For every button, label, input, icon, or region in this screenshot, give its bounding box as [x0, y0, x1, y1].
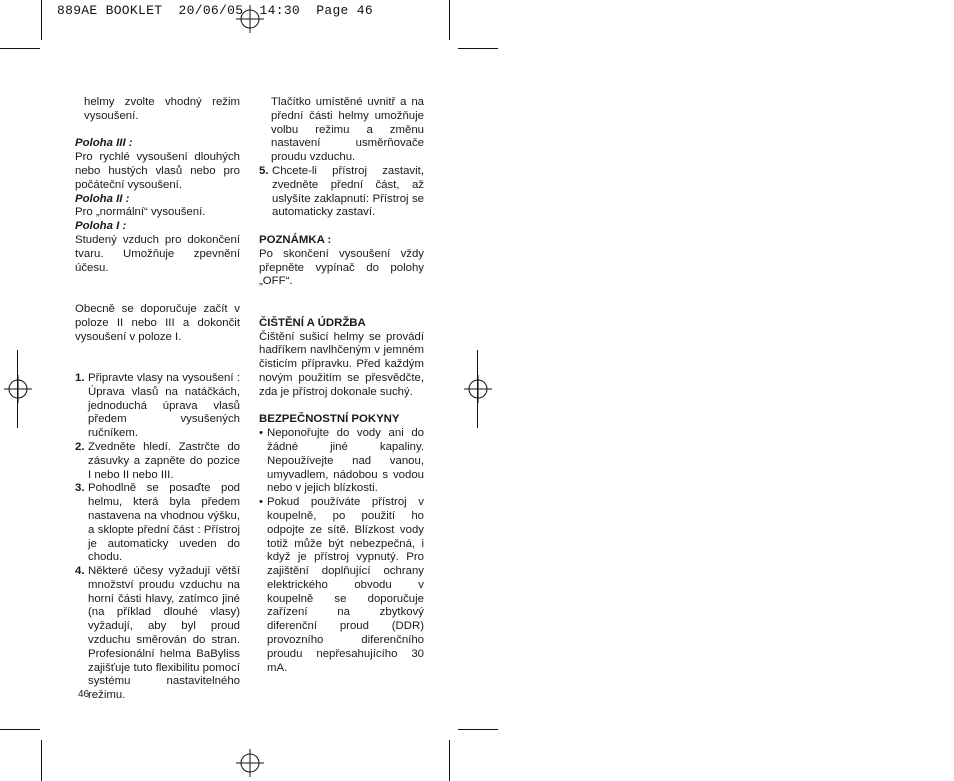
- step-text: Některé účesy vyžadují větší množství proudu vzduchu na horní části hlavy, zatímco jiné (na příklad dlouhé vlasy) vyžadují, aby byl proud vzduchu směrován do stran. Profesionální helma BaByliss zajišťuje tuto flexibilitu pomocí systému nastavitelného režimu.: [88, 565, 240, 702]
- crop-mark: [458, 48, 498, 49]
- care-text: Čištění sušicí helmy se provádí hadříkem navlhčeným v jemném čisticím přípravku. Před každým novým použitím se přesvědčte, zda je přístroj dokonale suchý.: [259, 330, 424, 398]
- step-text: Chcete-li přístroj zastavit, zvedněte přední část, až uslyšíte zaklapnutí: Přístroj se automaticky zastaví.: [272, 164, 424, 219]
- step-number: 1.: [75, 371, 85, 384]
- left-column: [75, 96, 240, 703]
- step-text: Zvedněte hledí. Zastrčte do zásuvky a zapněte do pozice I nebo II nebo III.: [88, 440, 240, 481]
- intro-text: helmy zvolte vhodný režim vysoušení.: [84, 96, 240, 122]
- mode-text-i: Studený vzduch pro dokončení tvaru. Umožňuje zpevnění účesu.: [75, 233, 240, 274]
- step4-continuation: Tlačítko umístěné uvnitř a na přední části helmy umožňuje volbu režimu a změnu nastavení usměrňovače proudu vzduchu.: [271, 96, 424, 164]
- right-column: [259, 96, 424, 675]
- crop-mark: [0, 729, 40, 730]
- safety-text: Pokud používáte přístroj v koupelně, po použití ho odpojte ze sítě. Blízkost vody totiž může být nebezpečná, i když je přístroj vypnutý. Pro zajištění doplňující ochrany elektrického obvodu v koupelně se doporučuje zařízení na zbytkový diferenční proud (DDR) provozního diferenčního proudu nepřesahujícího 30 mA.: [267, 496, 424, 674]
- crop-mark: [0, 48, 40, 49]
- step-item: [75, 565, 240, 703]
- mode-heading-iii: Poloha III :: [75, 137, 133, 150]
- step-text: Pohodlně se posaďte pod helmu, která byla předem nastavena na vhodnou výšku, a sklopte přední část : Přístroj je automaticky uveden do chodu.: [88, 482, 240, 564]
- crop-mark: [41, 0, 42, 40]
- bullet-icon: •: [259, 496, 263, 509]
- care-heading: ČIŠTĚNÍ A ÚDRŽBA: [259, 316, 366, 329]
- safety-heading: BEZPEČNOSTNÍ POKYNY: [259, 413, 400, 426]
- mode-heading-i: Poloha I :: [75, 220, 127, 233]
- mode-text-iii: Pro rychlé vysoušení dlouhých nebo hustých vlasů nebo pro počáteční vysoušení.: [75, 151, 240, 191]
- crop-mark: [41, 740, 42, 781]
- safety-text: Neponořujte do vody ani do žádné jiné kapaliny. Nepoužívejte nad vanou, umyvadlem, nádobou s vodou nebo v jejich blízkosti.: [267, 427, 424, 495]
- registration-mark-icon: [464, 375, 492, 403]
- crop-mark: [449, 0, 450, 40]
- step-number: 2.: [75, 440, 85, 453]
- printer-slug: 889AE BOOKLET 20/06/05 14:30 Page 46: [57, 3, 373, 18]
- registration-mark-icon: [236, 749, 264, 777]
- step-number: 5.: [259, 164, 269, 177]
- registration-line: [477, 350, 478, 428]
- registration-line: [17, 350, 18, 428]
- mode-text-ii: Pro „normální“ vysoušení.: [75, 206, 206, 219]
- step-item: [75, 441, 240, 482]
- bullet-icon: •: [259, 427, 263, 440]
- step-number: 4.: [75, 565, 85, 578]
- note-heading: POZNÁMKA :: [259, 233, 332, 246]
- mode-heading-ii: Poloha II :: [75, 192, 130, 205]
- registration-mark-icon: [4, 375, 32, 403]
- crop-mark: [449, 740, 450, 781]
- step-number: 3.: [75, 482, 85, 495]
- step-item: [75, 372, 240, 441]
- note-text: Po skončení vysoušení vždy přepněte vypínač do polohy „OFF“.: [259, 247, 424, 288]
- safety-item: [259, 427, 424, 496]
- step-item: [259, 165, 424, 220]
- step-item: [75, 482, 240, 565]
- safety-item: [259, 496, 424, 675]
- page-number: 46: [78, 689, 90, 700]
- crop-mark: [458, 729, 498, 730]
- general-advice: Obecně se doporučuje začít v poloze II nebo III a dokončit vysoušení v poloze I.: [75, 302, 240, 343]
- step-text: Připravte vlasy na vysoušení : Úprava vlasů na natáčkách, jednoduchá úprava vlasů předem vysušených ručníkem.: [88, 371, 240, 440]
- registration-mark-icon: [236, 5, 264, 33]
